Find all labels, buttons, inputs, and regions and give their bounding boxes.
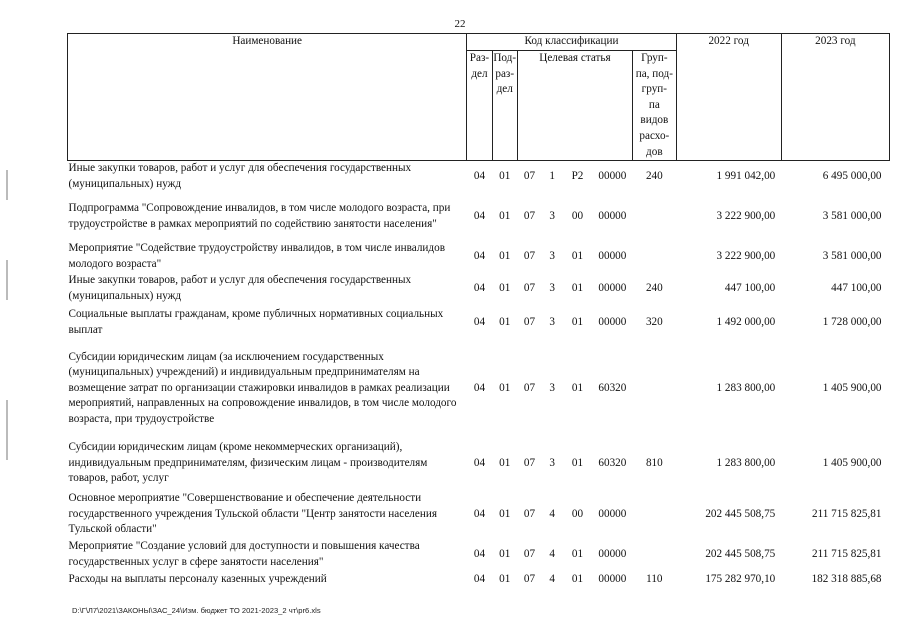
row-name: Подпрограмма "Сопровождение инвалидов, в том числе молодого возраста, при трудоустройстве в рамках мероприятий по содействию занятости населения" [68,202,451,230]
row-cs-program: 07 [523,381,536,394]
row-amount-2022: 1 991 042,00 [716,170,776,183]
row-cs-event: 01 [571,281,584,294]
row-cs-event: 00 [571,507,584,520]
row-cs-direction: 00000 [598,209,627,222]
row-expense-type [633,341,677,437]
row-cs-program: 07 [523,456,536,469]
row-cs-program: 07 [523,170,536,183]
table-row [68,491,890,539]
row-razdel: 04 [473,381,486,394]
row-cs-direction: 00000 [598,281,627,294]
row-cs-subprogram: 3 [549,281,556,294]
table-row [68,161,890,193]
row-podrazdel: 01 [499,249,511,262]
row-razdel: 04 [473,315,486,328]
row-amount-2022: 175 282 970,10 [705,572,776,585]
row-cs-program: 07 [523,281,536,294]
row-cs-direction: 00000 [598,249,627,262]
row-cs-subprogram: 1 [549,170,556,183]
row-cs-direction: 60320 [598,456,627,469]
table-row [68,273,890,305]
row-cs-subprogram: 3 [549,249,556,262]
table-row [68,571,890,589]
margin-mark [6,400,8,460]
row-name: Мероприятие "Создание условий для доступности и повышения качества государственных услуг в сфере занятости населения" [68,540,420,568]
header-target-article: Целевая статья [517,51,632,161]
row-amount-2023: 3 581 000,00 [822,209,882,222]
row-amount-2023: 3 581 000,00 [822,249,882,262]
table-row [68,241,890,273]
row-razdel: 04 [473,170,486,183]
file-path-footer: D:\Г\Л7\2021\ЗАКОНЫ\ЗАС_24\Изм. бюджет ТО 2021-2023_2 чт\pr6.xls [72,606,321,615]
row-cs-event: 01 [571,381,584,394]
header-expense-group: Груп- па, под- груп- па видов расхо- дов [633,51,677,161]
row-razdel: 04 [473,507,486,520]
row-razdel: 04 [473,249,486,262]
row-cs-subprogram: 4 [549,507,556,520]
row-amount-2022: 1 283 800,00 [716,456,776,469]
row-amount-2023: 211 715 825,81 [811,507,882,520]
margin-mark [6,260,8,300]
row-expense-type [633,539,677,571]
row-razdel: 04 [473,547,486,560]
row-expense-type: 110 [646,572,663,585]
row-cs-subprogram: 3 [549,381,556,394]
row-podrazdel: 01 [499,315,511,328]
row-cs-event: 01 [571,456,584,469]
margin-mark [6,170,8,200]
header-code: Код классификации [467,34,676,51]
row-expense-type: 320 [645,315,663,328]
row-cs-direction: 00000 [598,315,627,328]
row-name: Расходы на выплаты персоналу казенных учреждений [68,572,327,585]
header-razdel: Раз- дел [467,51,492,161]
row-amount-2023: 182 318 885,68 [811,572,882,585]
page-number: 22 [454,18,466,30]
row-cs-subprogram: 4 [549,572,556,585]
row-cs-program: 07 [523,547,536,560]
row-cs-subprogram: 3 [549,209,556,222]
header-name: Наименование [68,34,467,161]
row-name: Иные закупки товаров, работ и услуг для обеспечения государственных (муниципальных) нужд [68,274,412,302]
row-cs-event: 00 [571,209,584,222]
row-amount-2022: 447 100,00 [724,281,776,294]
row-cs-program: 07 [523,572,536,585]
row-expense-type: 810 [645,456,663,469]
row-amount-2022: 1 492 000,00 [716,315,776,328]
row-amount-2022: 202 445 508,75 [705,547,776,560]
row-expense-type [633,491,677,539]
row-cs-subprogram: 4 [549,547,556,560]
row-cs-direction: 00000 [598,572,627,585]
row-name: Иные закупки товаров, работ и услуг для обеспечения государственных (муниципальных) нужд [68,162,412,190]
row-amount-2023: 447 100,00 [831,281,882,294]
row-name: Мероприятие "Содействие трудоустройству инвалидов, в том числе инвалидов молодого возраста" [68,242,445,270]
header-year-2023: 2023 год [781,34,889,161]
row-amount-2023: 1 405 900,00 [822,456,882,469]
row-amount-2023: 1 405 900,00 [822,381,882,394]
row-podrazdel: 01 [499,507,511,520]
table-row [68,305,890,341]
row-podrazdel: 01 [499,456,511,469]
row-expense-type: 240 [645,170,663,183]
row-amount-2022: 1 283 800,00 [716,381,776,394]
row-expense-type: 240 [645,281,663,294]
budget-table [67,33,890,589]
row-razdel: 04 [473,572,486,585]
row-podrazdel: 01 [499,209,511,222]
row-cs-event: 01 [571,249,584,262]
row-amount-2023: 1 728 000,00 [822,315,882,328]
row-podrazdel: 01 [499,547,511,560]
row-name: Субсидии юридическим лицам (за исключением государственных (муниципальных) учреждений) и индивидуальным предпринимателям на возмещение затрат по организации стажировки инвалидов в рамках реализации мероприятий, направленных на сопровождение инвалидов, в том числе молодого возраста, при трудоустройстве [68,350,457,426]
row-cs-direction: 60320 [598,381,627,394]
row-amount-2022: 3 222 900,00 [716,249,776,262]
row-cs-program: 07 [523,249,536,262]
row-expense-type [633,193,677,241]
row-cs-event: 01 [571,572,584,585]
row-expense-type [633,241,677,273]
row-name: Основное мероприятие "Совершенствование и обеспечение деятельности государственного учреждения Тульской области "Центр занятости населения Тульской области" [68,492,437,536]
row-cs-event: 01 [571,315,584,328]
row-amount-2022: 202 445 508,75 [705,507,776,520]
table-row [68,539,890,571]
row-cs-event: P2 [571,170,584,183]
table-row [68,193,890,241]
row-name: Социальные выплаты гражданам, кроме публичных нормативных социальных выплат [68,308,444,336]
row-podrazdel: 01 [499,572,511,585]
row-razdel: 04 [473,209,486,222]
row-name: Субсидии юридическим лицам (кроме некоммерческих организаций), индивидуальным предпринимателям, физическим лицам - производителям товаров, работ, услуг [68,441,428,485]
row-podrazdel: 01 [499,170,511,183]
row-cs-direction: 00000 [598,170,627,183]
row-cs-program: 07 [523,315,536,328]
row-cs-program: 07 [523,209,536,222]
row-razdel: 04 [473,456,486,469]
row-podrazdel: 01 [499,281,511,294]
row-amount-2023: 211 715 825,81 [811,547,882,560]
table-row [68,341,890,437]
row-amount-2022: 3 222 900,00 [716,209,776,222]
row-cs-direction: 00000 [598,507,627,520]
row-cs-program: 07 [523,507,536,520]
row-cs-event: 01 [571,547,584,560]
row-cs-direction: 00000 [598,547,627,560]
header-podrazdel: Под- раз- дел [492,51,517,161]
row-amount-2023: 6 495 000,00 [822,170,882,183]
row-razdel: 04 [473,281,486,294]
table-row [68,437,890,491]
header-year-2022: 2022 год [676,34,781,161]
row-cs-subprogram: 3 [549,315,556,328]
row-cs-subprogram: 3 [549,456,556,469]
row-podrazdel: 01 [499,381,511,394]
